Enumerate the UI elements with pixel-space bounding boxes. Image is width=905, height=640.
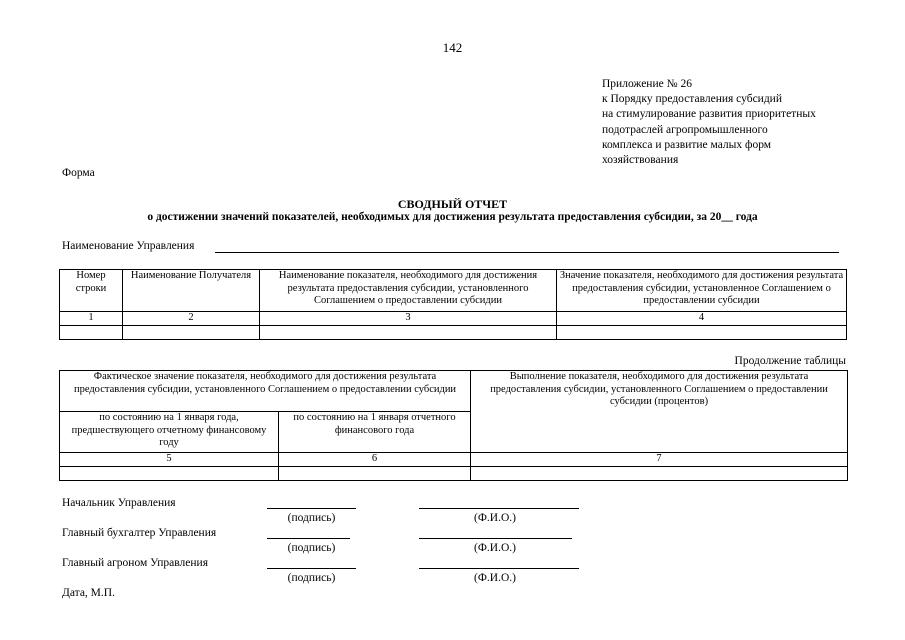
table-number-row [60,312,847,326]
table-cell[interactable] [279,466,471,480]
report-table-main [59,269,847,340]
column-number: 1 [60,312,123,326]
signature-label-agronomist: Главный агроном Управления [62,557,208,569]
table-cell[interactable] [123,325,260,339]
header-current-year: по состоянию на 1 января отчетного финансового года [279,412,471,453]
signature-label-head: Начальник Управления [62,497,176,509]
column-number: 5 [60,453,279,467]
table-header-row [60,371,848,412]
table-cell[interactable] [471,466,848,480]
column-number: 4 [557,312,847,326]
name-field-accountant[interactable] [419,538,572,539]
header-row-number: Номер строки [60,270,123,312]
name-caption: (Ф.И.О.) [474,542,516,554]
header-prior-year: по состоянию на 1 января года, предшествующего отчетному финансовому году [60,412,279,453]
name-caption: (Ф.И.О.) [474,512,516,524]
table-cell[interactable] [60,466,279,480]
appendix-line: Приложение № 26 [602,78,692,90]
header-indicator-name: Наименование показателя, необходимого для достижения результата предоставления субсидии, установленного Соглашением о предоставлении субсидии [260,270,557,312]
form-label: Форма [62,167,95,179]
table-row [60,325,847,339]
signature-caption: (подпись) [287,572,336,584]
column-number: 2 [123,312,260,326]
table-header-row [60,270,847,312]
appendix-line: на стимулирование развития приоритетных [602,108,816,121]
appendix-line: к Порядку предоставления субсидий [602,93,782,106]
signature-field-head[interactable] [267,508,356,509]
continuation-label: Продолжение таблицы [734,355,846,367]
department-label: Наименование Управления [62,240,195,252]
name-field-head[interactable] [419,508,579,509]
header-indicator-value: Значение показателя, необходимого для достижения результата предоставления субсидии, установленное Соглашением о предоставлении субсидии [557,270,847,312]
appendix-line: комплекса и развитие малых форм [602,138,772,151]
table-row [60,466,848,480]
table-cell[interactable] [60,325,123,339]
department-name-field[interactable] [215,252,839,253]
header-fulfillment-percent: Выполнение показателя, необходимого для достижения результата предоставления субсидии, установленного Соглашением о предоставлении субсидии (процентов) [471,371,848,453]
header-actual-value: Фактическое значение показателя, необходимого для достижения результата предоставления субсидии, установленного Соглашением о предоставлении субсидии [60,371,471,412]
appendix-note [602,77,892,168]
appendix-line: подотраслей агропромышленного [602,123,768,136]
column-number: 6 [279,453,471,467]
column-number: 7 [471,453,848,467]
date-stamp-label: Дата, М.П. [62,587,115,599]
page-number: 142 [442,40,463,55]
table-cell[interactable] [260,325,557,339]
name-caption: (Ф.И.О.) [474,572,516,584]
appendix-line: хозяйствования [602,154,679,167]
header-recipient-name: Наименование Получателя [123,270,260,312]
report-subtitle: о достижении значений показателей, необходимых для достижения результата предоставления субсидии, за 20__ года [147,211,758,223]
signature-field-agronomist[interactable] [267,568,356,569]
table-number-row [60,453,848,467]
signature-caption: (подпись) [287,512,336,524]
table-cell[interactable] [557,325,847,339]
signature-caption: (подпись) [287,542,336,554]
name-field-agronomist[interactable] [419,568,579,569]
report-title: СВОДНЫЙ ОТЧЕТ [397,197,508,211]
signature-field-accountant[interactable] [267,538,350,539]
signature-label-accountant: Главный бухгалтер Управления [62,527,217,539]
report-table-continuation [59,370,848,481]
column-number: 3 [260,312,557,326]
